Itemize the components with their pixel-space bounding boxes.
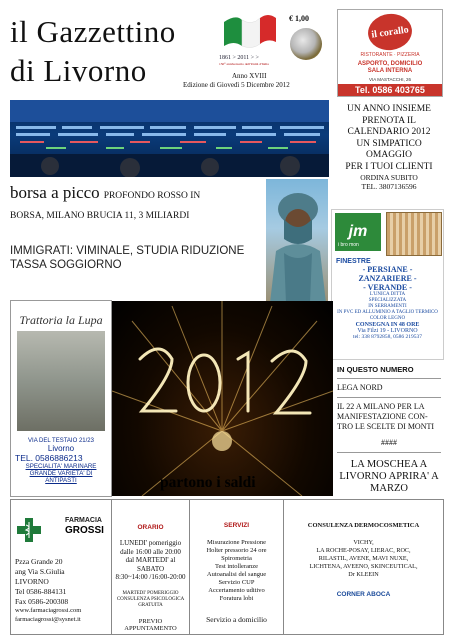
hours-line: 8:30~14:00 /16:00-20:00 (115, 573, 186, 581)
hours-line: dalle 16:00 alle 20:00 (120, 547, 181, 556)
fireworks-photo (112, 301, 333, 496)
pharmacy-cross-icon (17, 518, 41, 542)
brand-line: LA ROCHE-POSAY, LIERAC, ROC, (316, 547, 411, 554)
jm-verande: - VERANDE - (363, 283, 412, 292)
service-item: Spirometria (221, 555, 252, 562)
promo-line: UN SIMPATICO (356, 138, 422, 149)
hours-line: LUNEDI' pomeriggio (119, 539, 182, 547)
pharmacy-phone: Tel 0586-884131 (15, 587, 67, 596)
headline-borsa[interactable] (10, 184, 268, 225)
pharmacy-address (15, 557, 68, 607)
jm-consegna: CONSEGNA IN 48 ORE (355, 322, 420, 328)
jm-logo-sub: i bro mon (338, 242, 359, 248)
flag-anniversary-caption: 150° anniversario dell'Unità d'Italia (219, 62, 269, 66)
pharmacy-city: LIVORNO (15, 577, 49, 586)
opening-hours-heading: ORARIO (137, 524, 164, 531)
divider (337, 378, 441, 379)
pharmacy-web (15, 606, 81, 624)
newspaper-title-line2: di Livorno (10, 53, 147, 88)
trattoria-address: VIA DEL TESTAIO 21/23 (28, 438, 94, 444)
jm-unica1: L'UNICA DITTA (369, 292, 406, 297)
price-label: € 1,00 (289, 14, 309, 23)
promo-phone: TEL. 3807136596 (361, 182, 417, 191)
consultation-line: CONSULENZA PSICOLOGICA (116, 596, 185, 602)
pharmacy-address-line: ang Via S.Giulia (15, 567, 65, 576)
issue-item[interactable]: LA MOSCHEA A LIVORNO APRIRA' A MARZO (339, 459, 439, 494)
pharmacy-fax: Fax 0586-200308 (15, 597, 69, 606)
italian-flag-icon (222, 12, 278, 48)
jm-unica3: IN SERRAMENTI (368, 304, 407, 309)
dermocosmetics (283, 499, 444, 635)
issue-item[interactable]: LEGA NORD (337, 383, 383, 392)
corallo-line1: ASPORTO, DOMICILIO (357, 61, 423, 67)
in-this-issue-heading: IN QUESTO NUMERO (337, 365, 414, 374)
jm-unica2: SPECIALIZZATA (368, 298, 407, 303)
corallo-logo: il corallo (366, 11, 415, 53)
consultation-line: GRATUITA (138, 602, 163, 608)
service-item: Accertamento uditivo (208, 587, 265, 594)
headline-saldi[interactable]: partono i saldi (160, 474, 256, 491)
consultation-line: MARTEDI' POMERIGGIO (122, 590, 179, 596)
headline-borsa-sub2: BORSA, MILANO BRUCIA 11, 3 MILIARDI (10, 211, 190, 221)
promo-line: PER I TUOI CLIENTI (345, 161, 433, 172)
service-item: Autoanalisi del sangue (206, 571, 267, 578)
in-this-issue (337, 365, 441, 495)
services-list (190, 539, 283, 603)
promo-line: ORDINA SUBITO (360, 173, 418, 182)
trattoria-phone: TEL. 0586886213 (15, 453, 83, 463)
trattoria-spec2: GRANDE VARIETA' DI (29, 470, 93, 477)
window-photo (386, 212, 442, 256)
pharmacy-name: GROSSI (65, 525, 104, 536)
trattoria-photo (17, 331, 105, 431)
corallo-phone: Tel. 0586 403765 (338, 84, 442, 96)
headline-immigrati[interactable]: IMMIGRATI: VIMINALE, STUDIA RIDUZIONE TASSA SOGGIORNO (10, 245, 245, 271)
divider (337, 452, 441, 453)
corallo-restaurant-ad[interactable] (337, 9, 443, 97)
promo-line: PRENOTA IL (362, 115, 416, 126)
home-delivery-service: Servizio a domicilio (206, 615, 267, 624)
pharmacy-address-line: Pzza Grande 20 (15, 557, 63, 566)
issue-separator: #### (381, 438, 397, 447)
corallo-subtitle: RISTORANTE · PIZZERIA (360, 52, 420, 58)
service-item: Servizio CUP (218, 579, 255, 586)
stock-exchange-photo (10, 100, 329, 177)
service-item: Foratura lobi (219, 595, 254, 602)
pharmacy-services (189, 499, 284, 635)
trattoria-spec3: ANTIPASTI (45, 477, 77, 484)
trattoria-info (15, 438, 107, 484)
calendar-promo (337, 104, 441, 191)
brand-line: RILASTIL, AVENE, MAVI NUXE, (318, 555, 409, 562)
brand-line: Dr KLEEIN (348, 571, 379, 578)
pharmacy-website-link[interactable]: www.farmaciagrossi.com (15, 607, 82, 614)
trattoria-city: Livorno (47, 444, 75, 453)
trattoria-spec1: SPECIALITA' MARINARE (25, 463, 97, 470)
jm-persiane: - PERSIANE - (362, 265, 413, 274)
appointment-note: PREVIO APPUNTAMENTO (124, 617, 177, 632)
issue-item[interactable]: IL 22 A MILANO PER LA MANIFESTAZIONE CON-TRO LE SCELTE DI MONTI (337, 402, 435, 431)
promo-line: UN ANNO INSIEME (347, 104, 431, 114)
jm-phone: tel: 338 8792858, 0586 219537 (353, 334, 422, 340)
service-item: Misurazione Pressione (206, 539, 267, 546)
consultation-note (112, 591, 189, 609)
trattoria-ad[interactable] (10, 300, 112, 497)
fireworks-year-text: 2012 (112, 301, 114, 302)
jm-zanzariere: ZANZARIERE - (358, 274, 417, 283)
euro-coin-icon (290, 28, 322, 60)
edition-date: Edizione di Giovedì 5 Dicembre 2012 (183, 81, 290, 89)
brand-line: VICHY, (353, 539, 374, 546)
corner-aboca: CORNER ABOCA (336, 591, 391, 598)
divider (337, 397, 441, 398)
dermocosmetics-heading: CONSULENZA DERMOCOSMETICA (307, 522, 420, 529)
year-label: Anno XVIII (232, 72, 267, 80)
brands-list (284, 539, 443, 579)
pharmacy-ad[interactable] (10, 499, 112, 635)
opening-hours (111, 499, 190, 635)
jm-ad-text (332, 258, 443, 340)
service-item: Test intolleranze (214, 563, 259, 570)
opening-hours-text (112, 539, 189, 582)
service-item: Holter pressorio 24 ore (206, 547, 267, 554)
jm-finestre: FINESTRE (336, 258, 371, 265)
hours-line: dal MARTEDI' al SABATO (125, 556, 176, 573)
pharmacy-email-link[interactable]: farmaciagrossi@sysnet.it (15, 616, 81, 623)
jm-pvc: IN PVC ED ALLUMINIO A TAGLIO TERMICO COLOR LEGNO (337, 310, 438, 321)
trattoria-name: Trattoria la Lupa (19, 313, 103, 327)
headline-borsa-sub1: PROFONDO ROSSO IN (103, 191, 201, 201)
promo-line: OMAGGIO (366, 150, 412, 160)
turbaned-man-photo (266, 179, 328, 303)
brand-line: LICHTENA, AVEENO, SKINCEUTICAL, (309, 563, 418, 570)
jm-windows-ad[interactable] (331, 209, 444, 360)
corallo-address: VIA MASTACCHI, 26 (369, 77, 411, 82)
promo-line: CALENDARIO 2012 (347, 127, 431, 137)
corallo-services (338, 61, 442, 75)
jm-logo-text: jm (348, 223, 368, 240)
pharmacy-label: FARMACIA (65, 517, 102, 524)
headline-borsa-title: borsa a picco (10, 183, 100, 202)
newspaper-title-line1: il Gazzettino (10, 14, 176, 49)
flag-years-caption: 1861 > 2011 > > (219, 55, 259, 61)
corallo-line2: SALA INTERNA (367, 68, 413, 74)
services-heading: SERVIZI (223, 522, 250, 529)
jm-via: Via Filzi 19 - LIVORNO (357, 328, 418, 334)
